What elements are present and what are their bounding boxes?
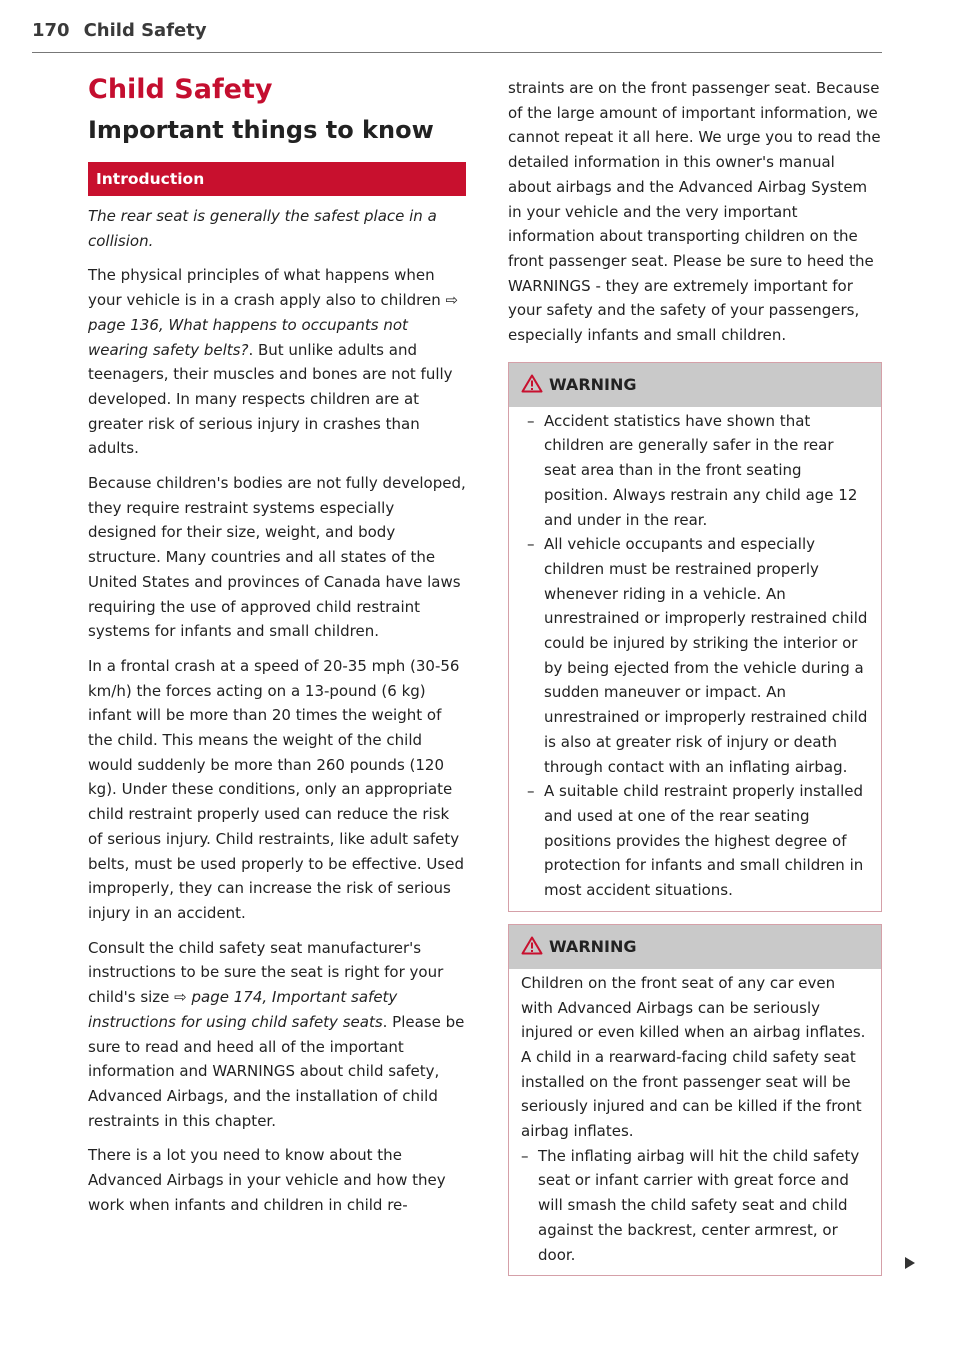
subsection-bar-introduction: Introduction (88, 162, 466, 196)
warning-item: – The inflating airbag will hit the child safety seat or infant carrier with great force and will smash the child safety seat and child against the backrest, center armrest, or door. (521, 1146, 860, 1264)
warning-body-2 (509, 969, 881, 1275)
warning-title-2: WARNING (549, 936, 637, 956)
warning-item: – All vehicle occupants and especially children must be restrained properly whenever riding in a vehicle. An unrestrained or improperly restrained child could be injured by striking the interior or by being ejected from the vehicle during a sudden maneuver or impact. An unrestrained or improperly restrained child is also at greater risk of injury or death through contact with an inflating airbag. (527, 535, 868, 776)
page-reference-136[interactable]: ⇨ page 136, What happens to occupants not wearing safety belts? (88, 291, 459, 359)
lead-paragraph: The rear seat is generally the safest place in a collision. (88, 207, 437, 250)
running-title: Child Safety (83, 20, 207, 41)
chapter-title: Child Safety (88, 74, 273, 105)
header-divider (32, 52, 882, 53)
continue-arrow-icon (905, 1257, 915, 1269)
warning-header-2 (509, 925, 881, 969)
left-column (88, 72, 466, 1217)
warning-triangle-icon (521, 936, 543, 955)
right-column (508, 76, 882, 1276)
warning-item: – Accident statistics have shown that children are generally safer in the rear seat area than in the front seating position. Always restrain any child age 12 and under in the rear. (527, 411, 858, 529)
warning-item: – A suitable child restraint properly installed and used at one of the rear seating positions provides the highest degree of protection for infants and small children in most accident situations. (527, 782, 864, 900)
warning-box-1 (508, 362, 882, 912)
section-title: Important things to know (88, 116, 434, 144)
paragraph-frontal-crash: In a frontal crash at a speed of 20-35 mph (30-56 km/h) the forces acting on a 13-pound (6 kg) infant will be more than 20 times the weight of the child. This means the weight of the child would suddenly be more than 260 pounds (120 kg). Under these conditions, only an appropriate child restraint properly used can reduce the risk of serious injury. Child restraints, like adult safety belts, must be used properly to be effective. Used improperly, they can increase the risk of serious injury in an accident. (88, 656, 464, 922)
warning-header-1 (509, 363, 881, 407)
paragraph-continued: straints are on the front passenger seat. Because of the large amount of important information, we cannot repeat it all here. We urge you to read the detailed information in this owner's manual about airbags and the Advanced Airbag System in your vehicle and the very important information about transporting children on the front passenger seat. Please be sure to heed the WARNINGS - they are extremely important for your safety and the safety of your passengers, especially infants and small children. (508, 79, 881, 345)
warning-box-2 (508, 924, 882, 1276)
paragraph-advanced-airbags: There is a lot you need to know about the Advanced Airbags in your vehicle and how they work when infants and children in child re- (88, 1146, 446, 1214)
page-number: 170 (32, 20, 70, 41)
warning-triangle-icon (521, 374, 543, 393)
warning-title-1: WARNING (549, 374, 637, 394)
paragraph-consult-manufacturer: Consult the child safety seat manufacturer's instructions to be sure the seat is right for your child's size ⇨ page 174, Important safety instructions for using child safety seats. Please be sure to read and heed all of the important information and WARNINGS about child safety, Advanced Airbags, and the installation of child restraints in this chapter. (88, 938, 465, 1130)
paragraph-restraint-systems: Because children's bodies are not fully developed, they require restraint systems especially designed for their size, weight, and body structure. Many countries and all states of the United States and provinces of Canada have laws requiring the use of approved child restraint systems for infants and small children. (88, 474, 466, 641)
running-header (32, 20, 207, 41)
paragraph-physical-principles: The physical principles of what happens when your vehicle is in a crash apply also to children ⇨ page 136, What happens to occupants not wearing safety belts?. But unlike adults and teenagers, their muscles and bones are not fully developed. In many respects children are at greater risk of serious injury in crashes than adults. (88, 266, 459, 458)
warning-text-2: Children on the front seat of any car even with Advanced Airbags can be seriously injured or even killed when an airbag inflates. A child in a rearward-facing child safety seat installed on the front passenger seat will be seriously injured and can be killed if the front airbag inflates. (521, 973, 866, 1141)
page-reference-174[interactable]: ⇨ page 174, Important safety instructions for using child safety seats (88, 988, 398, 1031)
warning-body-1 (509, 407, 881, 911)
